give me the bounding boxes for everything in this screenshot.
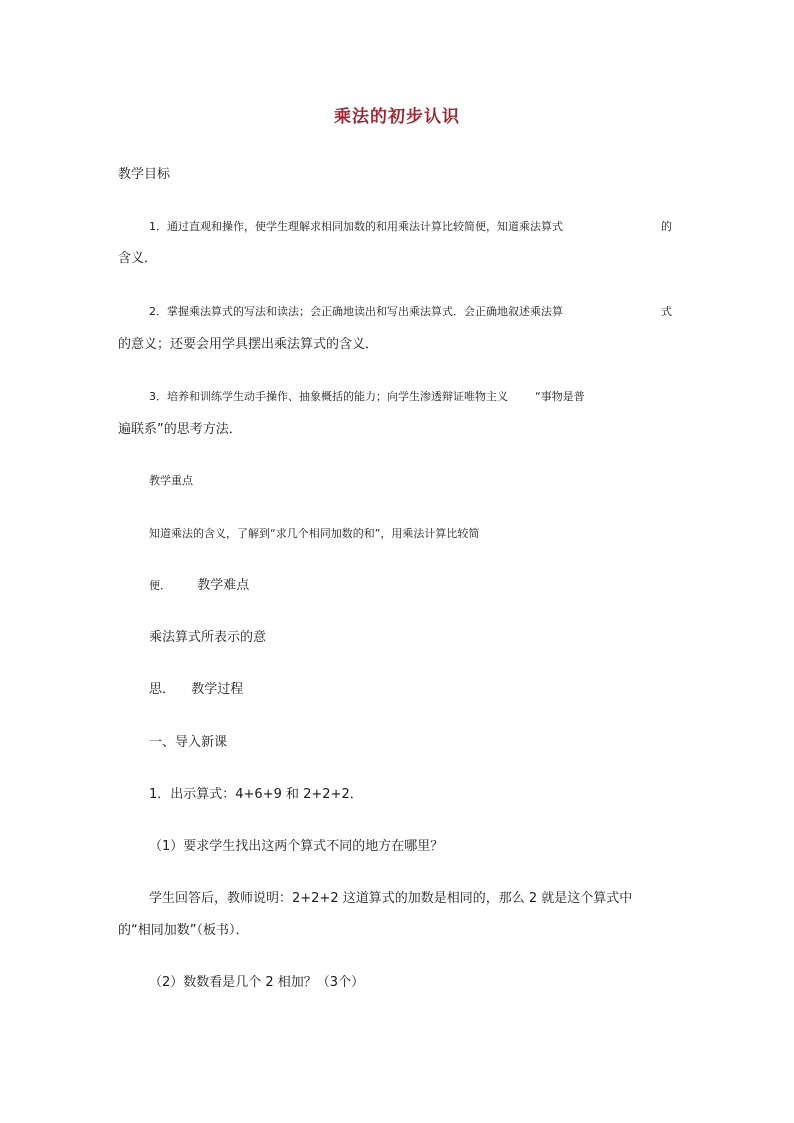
key-end: 便． <box>149 579 171 592</box>
goal3-end: “事物是普 <box>535 390 585 403</box>
difficulty-end: 思． <box>149 682 176 697</box>
question2: （2）数数看是几个 2 相加？（3个） <box>149 975 365 990</box>
step1: 1．出示算式：4+6+9 和 2+2+2． <box>149 787 363 802</box>
section1-heading: 一、导入新课 <box>149 735 228 750</box>
question1: （1）要求学生找出这两个算式不同的地方在哪里？ <box>149 839 444 854</box>
difficulty-heading: 教学难点 <box>197 578 250 593</box>
goal2-line1 <box>118 303 672 321</box>
difficulty-text: 乘法算式所表示的意 <box>149 630 267 645</box>
goal3-line1 <box>149 388 585 406</box>
goal1-text: 1．通过直观和操作，使学生理解求相同加数的和用乘法计算比较简便，知道乘法算式 <box>149 220 563 233</box>
goal3-text: 3．培养和训练学生动手操作、抽象概括的能力；向学生渗透辩证唯物主义 <box>149 390 508 403</box>
key-text: 知道乘法的含义，了解到“求几个相同加数的和”，用乘法计算比较简 <box>149 527 480 540</box>
answer1-line2: 的“相同加数”（板书）． <box>118 923 249 938</box>
goal2-line2: 的意义；还要会用学具摆出乘法算式的含义． <box>118 337 379 352</box>
answer1-line1: 学生回答后，教师说明：2+2+2 这道算式的加数是相同的，那么 2 就是这个算式中 <box>149 891 633 906</box>
key-end-and-difficulty-line <box>149 577 249 595</box>
goal3-line2: 遍联系”的思考方法． <box>118 422 242 437</box>
goal2-end: 式 <box>661 305 672 318</box>
difficulty-end-and-process-line <box>149 681 243 699</box>
process-heading: 教学过程 <box>191 682 244 697</box>
goal1-end: 的 <box>661 220 672 233</box>
goal1-line1 <box>118 218 672 236</box>
goal2-text: 2．掌握乘法算式的写法和读法；会正确地读出和写出乘法算式．会正确地叙述乘法算 <box>149 305 563 318</box>
page-title: 乘法的初步认识 <box>334 107 460 127</box>
key-heading: 教学重点 <box>149 474 193 487</box>
goals-heading: 教学目标 <box>118 167 171 182</box>
goal1-line2: 含义． <box>118 251 158 266</box>
